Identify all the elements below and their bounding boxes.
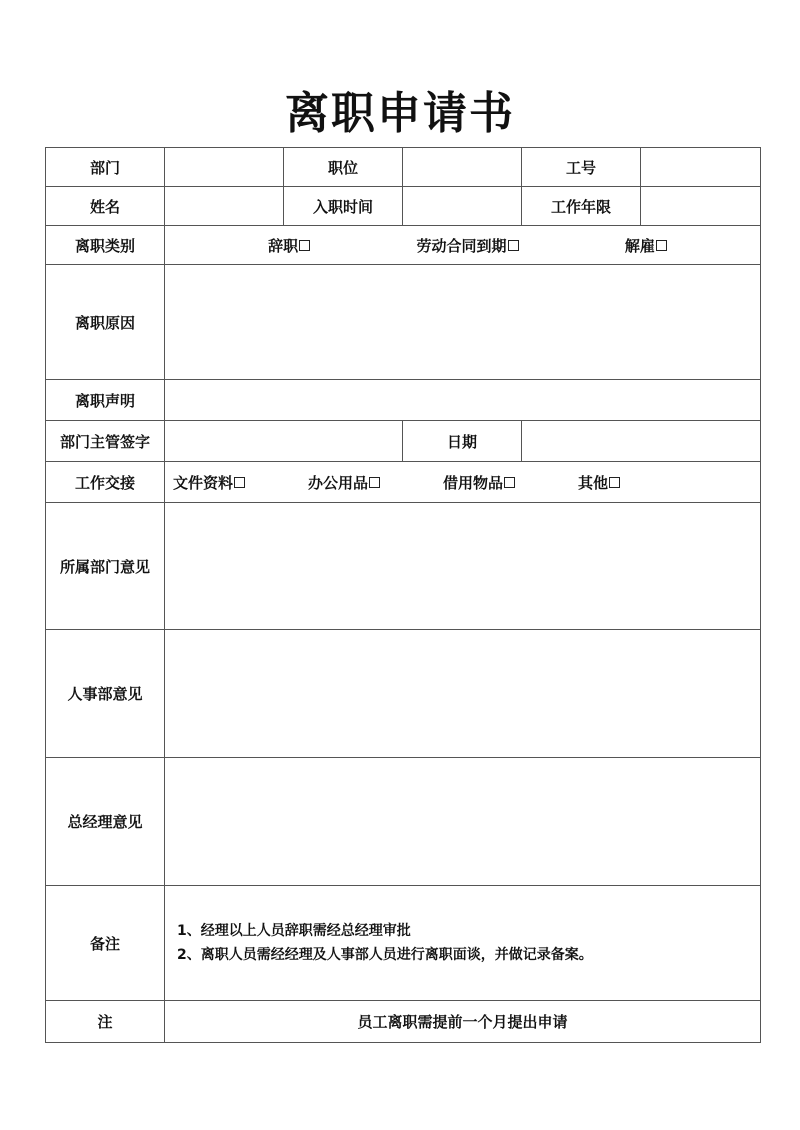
- date-field[interactable]: [522, 421, 761, 462]
- checkbox-icon[interactable]: [508, 240, 519, 251]
- option-resign[interactable]: [268, 235, 310, 256]
- resignation-form-table: [45, 147, 761, 1043]
- statement-label: 离职声明: [46, 380, 165, 421]
- name-field[interactable]: [165, 187, 284, 226]
- option-contract-expired-label: 劳动合同到期: [416, 236, 507, 255]
- dept-opinion-field[interactable]: [165, 503, 761, 630]
- reason-label: 离职原因: [46, 265, 165, 380]
- remarks-line-2: 2、离职人员需经经理及人事部人员进行离职面谈，并做记录备案。: [177, 947, 593, 963]
- option-documents-label: 文件资料: [173, 473, 234, 492]
- row-reason: [46, 265, 761, 380]
- page-title: 离职申请书: [285, 88, 515, 139]
- remarks-content: [165, 886, 761, 1001]
- tenure-field[interactable]: [641, 187, 761, 226]
- handover-label: 工作交接: [46, 462, 165, 503]
- note-text: 员工离职需提前一个月提出申请: [165, 1001, 761, 1043]
- name-label: 姓名: [46, 187, 165, 226]
- checkbox-icon[interactable]: [609, 477, 620, 488]
- row-remarks: [46, 886, 761, 1001]
- tenure-label: 工作年限: [522, 187, 641, 226]
- checkbox-icon[interactable]: [504, 477, 515, 488]
- gm-opinion-field[interactable]: [165, 758, 761, 886]
- hr-opinion-label: 人事部意见: [46, 630, 165, 758]
- position-label: 职位: [284, 148, 403, 187]
- manager-sign-field[interactable]: [165, 421, 403, 462]
- department-label: 部门: [46, 148, 165, 187]
- checkbox-icon[interactable]: [369, 477, 380, 488]
- note-label: 注: [46, 1001, 165, 1043]
- department-field[interactable]: [165, 148, 284, 187]
- option-dismissal[interactable]: [625, 235, 667, 256]
- manager-sign-label: 部门主管签字: [46, 421, 165, 462]
- row-hr-opinion: [46, 630, 761, 758]
- option-contract-expired[interactable]: [416, 235, 518, 256]
- option-documents[interactable]: [173, 472, 245, 493]
- row-manager-sign: [46, 421, 761, 462]
- option-borrowed-items-label: 借用物品: [442, 473, 503, 492]
- row-statement: [46, 380, 761, 421]
- handover-options: [165, 462, 761, 503]
- dept-opinion-label: 所属部门意见: [46, 503, 165, 630]
- position-field[interactable]: [403, 148, 522, 187]
- employee-id-field[interactable]: [641, 148, 761, 187]
- date-label: 日期: [403, 421, 522, 462]
- row-basic-info-2: [46, 187, 761, 226]
- checkbox-icon[interactable]: [656, 240, 667, 251]
- option-other[interactable]: [578, 472, 620, 493]
- remarks-label: 备注: [46, 886, 165, 1001]
- option-borrowed-items[interactable]: [443, 472, 515, 493]
- option-resign-label: 辞职: [268, 236, 299, 255]
- option-other-label: 其他: [577, 473, 608, 492]
- option-office-supplies-label: 办公用品: [307, 473, 368, 492]
- checkbox-icon[interactable]: [299, 240, 310, 251]
- employee-id-label: 工号: [522, 148, 641, 187]
- row-gm-opinion: [46, 758, 761, 886]
- option-dismissal-label: 解雇: [624, 236, 655, 255]
- row-handover: [46, 462, 761, 503]
- option-office-supplies[interactable]: [308, 472, 380, 493]
- hire-date-field[interactable]: [403, 187, 522, 226]
- checkbox-icon[interactable]: [234, 477, 245, 488]
- reason-field[interactable]: [165, 265, 761, 380]
- gm-opinion-label: 总经理意见: [46, 758, 165, 886]
- row-resignation-type: [46, 226, 761, 265]
- hr-opinion-field[interactable]: [165, 630, 761, 758]
- resignation-type-label: 离职类别: [46, 226, 165, 265]
- row-basic-info-1: [46, 148, 761, 187]
- statement-field[interactable]: [165, 380, 761, 421]
- resignation-type-options: [165, 226, 761, 265]
- row-dept-opinion: [46, 503, 761, 630]
- remarks-line-1: 1、经理以上人员辞职需经总经理审批: [177, 923, 411, 939]
- hire-date-label: 入职时间: [284, 187, 403, 226]
- row-note: [46, 1001, 761, 1043]
